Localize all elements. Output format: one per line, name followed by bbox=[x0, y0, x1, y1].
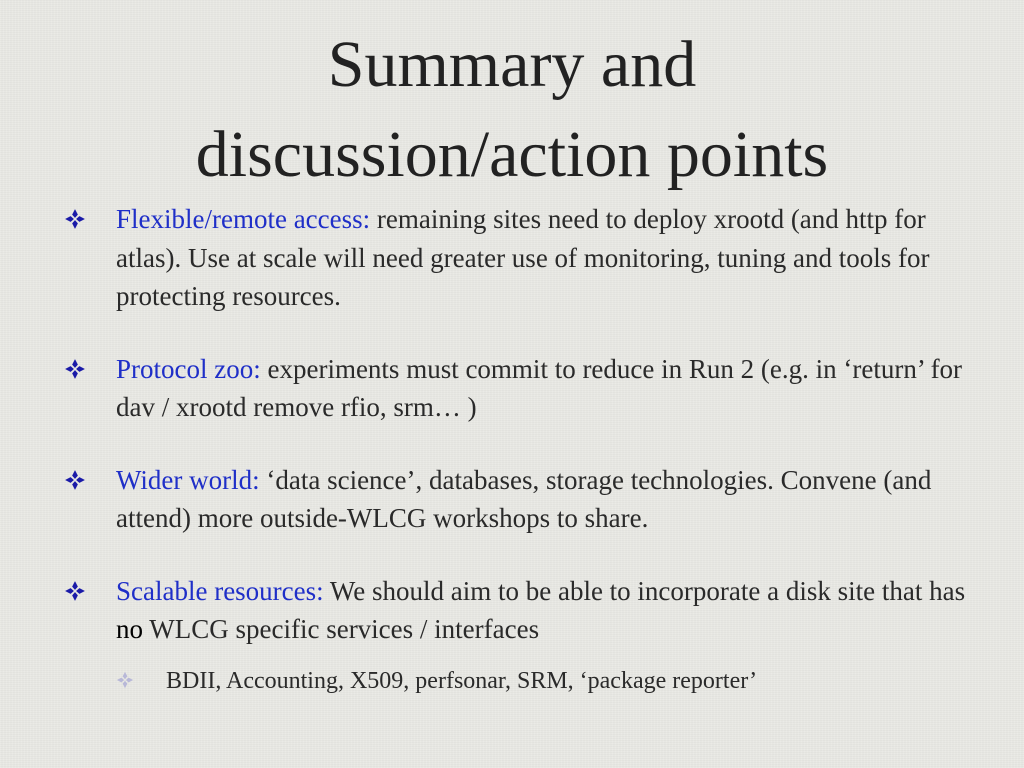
diamond-bullet-icon bbox=[64, 208, 86, 230]
diamond-bullet-icon bbox=[64, 358, 86, 380]
diamond-sub-bullet-icon bbox=[116, 671, 134, 689]
bullet-text: ‘data science’, databases, storage technologies. Convene (and attend) more outside-WLCG workshops to share. bbox=[116, 464, 932, 533]
bullet-text: We should aim to be able to incorporate a disk site that has bbox=[323, 575, 966, 606]
bullet-emphasis: no bbox=[116, 614, 143, 644]
bullet-text: WLCG specific services / interfaces bbox=[143, 614, 540, 644]
bullet-lead: Protocol zoo: bbox=[116, 353, 261, 384]
diamond-bullet-icon bbox=[64, 580, 86, 602]
bullet-list bbox=[64, 200, 984, 697]
bullet-lead: Scalable resources: bbox=[116, 575, 324, 606]
bullet-text: remaining sites need to deploy xrootd (and http for atlas). Use at scale will need greater use of monitoring, tuning and tools for protecting resources. bbox=[116, 204, 930, 311]
bullet-item bbox=[64, 572, 984, 649]
bullet-text: experiments must commit to reduce in Run 2 (e.g. in ‘return’ for dav / xrootd remove rfio, srm… ) bbox=[116, 353, 963, 422]
bullet-lead: Flexible/remote access: bbox=[116, 204, 371, 234]
bullet-item bbox=[64, 461, 984, 538]
sub-bullet-item bbox=[116, 665, 984, 697]
bullet-item bbox=[64, 350, 984, 427]
slide-title: Summary and discussion/action points bbox=[195, 28, 829, 191]
diamond-bullet-icon bbox=[64, 469, 86, 491]
sub-bullet-text: BDII, Accounting, X509, perfsonar, SRM, ‘package reporter’ bbox=[166, 667, 758, 694]
bullet-item bbox=[64, 200, 984, 316]
bullet-lead: Wider world: bbox=[116, 464, 260, 495]
